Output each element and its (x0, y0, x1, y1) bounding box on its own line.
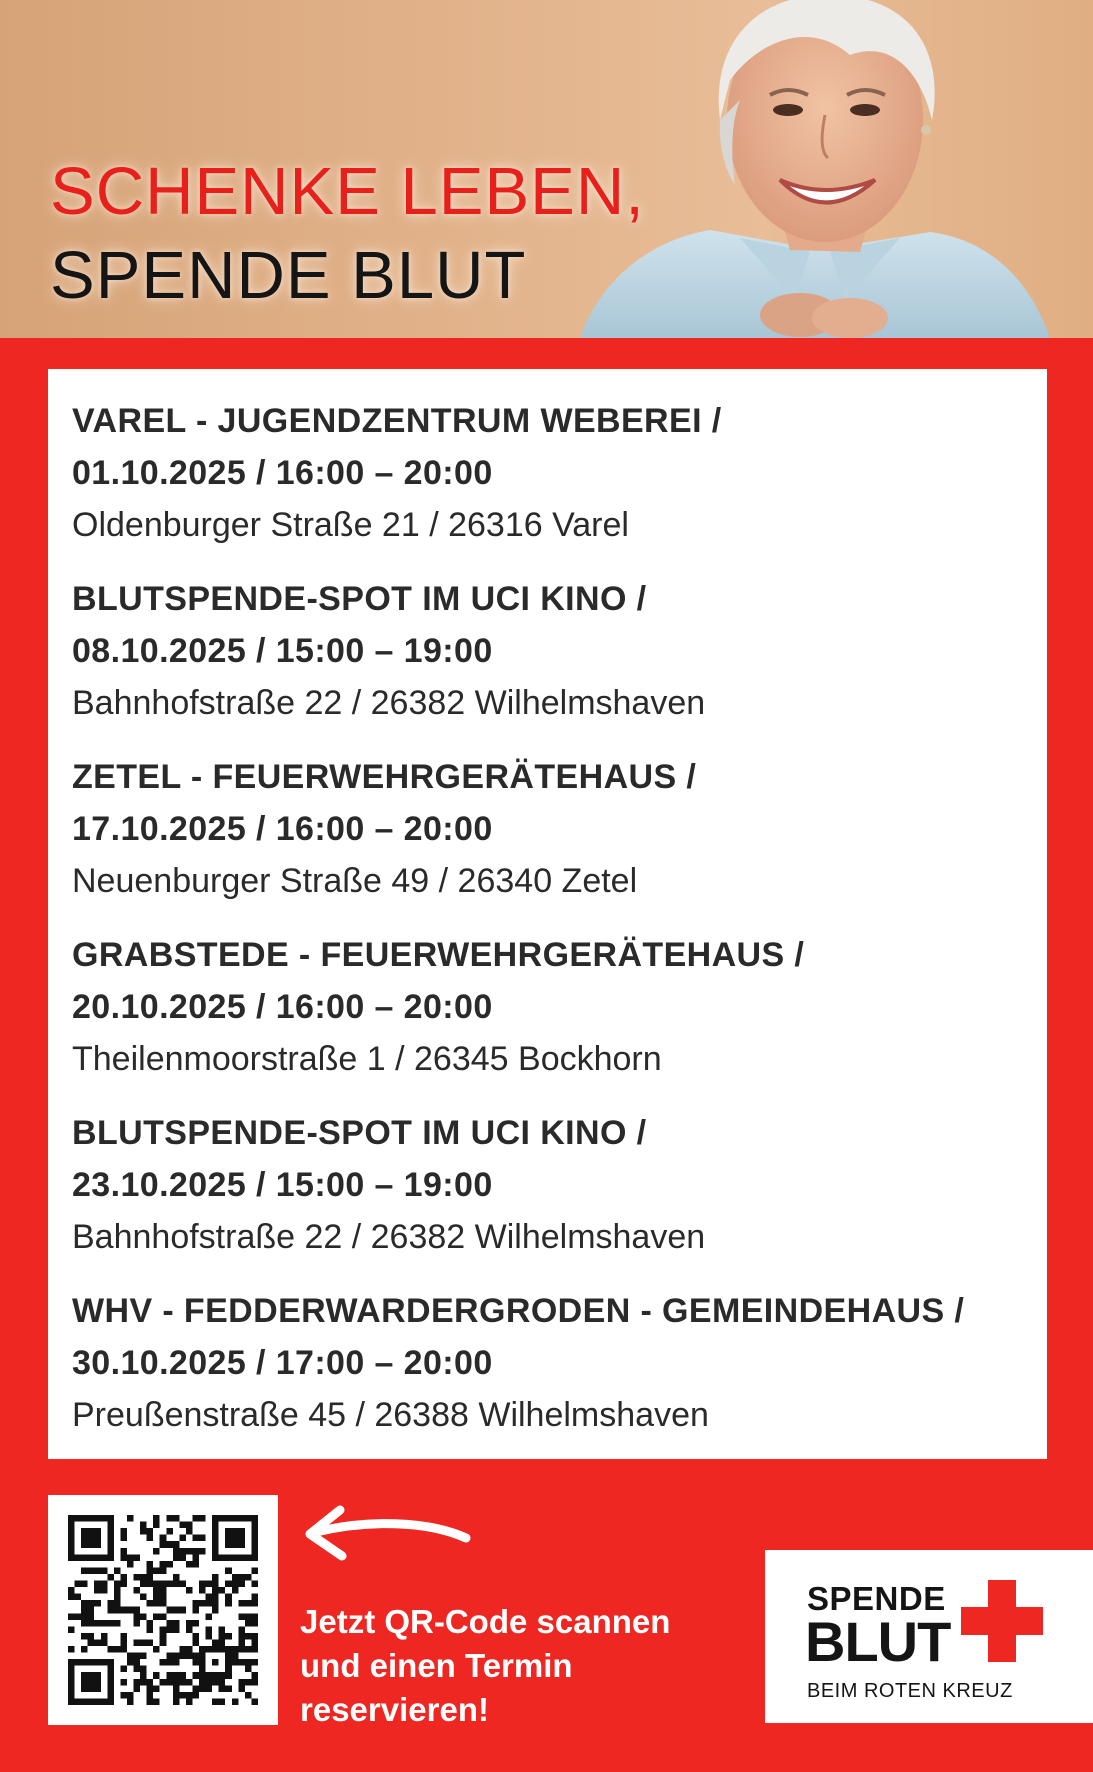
cta-line-2: und einen Termin (300, 1647, 573, 1684)
event-address: Bahnhofstraße 22 / 26382 Wilhelmshaven (72, 684, 706, 722)
qr-code-icon (68, 1515, 258, 1705)
event-item (72, 573, 1025, 729)
event-address: Neuenburger Straße 49 / 26340 Zetel (72, 862, 638, 900)
red-cross-icon (961, 1580, 1043, 1662)
headline (50, 150, 645, 318)
event-address: Bahnhofstraße 22 / 26382 Wilhelmshaven (72, 1218, 706, 1256)
event-title: VAREL - JUGENDZENTRUM WEBEREI / (72, 402, 722, 440)
headline-line-1: SCHENKE LEBEN, (50, 154, 645, 229)
event-address: Oldenburger Straße 21 / 26316 Varel (72, 506, 629, 544)
qr-code[interactable] (48, 1495, 278, 1725)
logo-word-blut: BLUT (805, 1610, 951, 1673)
qr-call-to-action (300, 1600, 720, 1732)
event-date: 20.10.2025 / 16:00 – 20:00 (72, 988, 493, 1026)
event-title: BLUTSPENDE-SPOT IM UCI KINO / (72, 580, 647, 618)
event-date: 30.10.2025 / 17:00 – 20:00 (72, 1344, 493, 1382)
cta-line-1: Jetzt QR-Code scannen (300, 1603, 671, 1640)
event-date: 01.10.2025 / 16:00 – 20:00 (72, 454, 493, 492)
event-item (72, 1285, 1025, 1441)
event-item (72, 395, 1025, 551)
event-date: 08.10.2025 / 15:00 – 19:00 (72, 632, 493, 670)
arrow-left-icon (296, 1498, 476, 1568)
headline-line-2: SPENDE BLUT (50, 238, 527, 313)
event-address: Preußenstraße 45 / 26388 Wilhelmshaven (72, 1396, 709, 1434)
event-title: GRABSTEDE - FEUERWEHRGERÄTEHAUS / (72, 936, 805, 974)
event-item (72, 1107, 1025, 1263)
event-date: 17.10.2025 / 16:00 – 20:00 (72, 810, 493, 848)
event-title: WHV - FEDDERWARDERGRODEN - GEMEINDEHAUS / (72, 1292, 965, 1330)
logo-subtitle: BEIM ROTEN KREUZ (807, 1680, 1013, 1702)
header-banner (0, 0, 1093, 338)
event-item (72, 751, 1025, 907)
event-address: Theilenmoorstraße 1 / 26345 Bockhorn (72, 1040, 662, 1078)
event-title: ZETEL - FEUERWEHRGERÄTEHAUS / (72, 758, 697, 796)
event-title: BLUTSPENDE-SPOT IM UCI KINO / (72, 1114, 647, 1152)
event-date: 23.10.2025 / 15:00 – 19:00 (72, 1166, 493, 1204)
logo-word-spende: SPENDE (807, 1580, 946, 1617)
event-list (48, 369, 1047, 1459)
event-item (72, 929, 1025, 1085)
cta-line-3: reservieren! (300, 1691, 489, 1728)
spende-blut-logo (765, 1550, 1093, 1723)
